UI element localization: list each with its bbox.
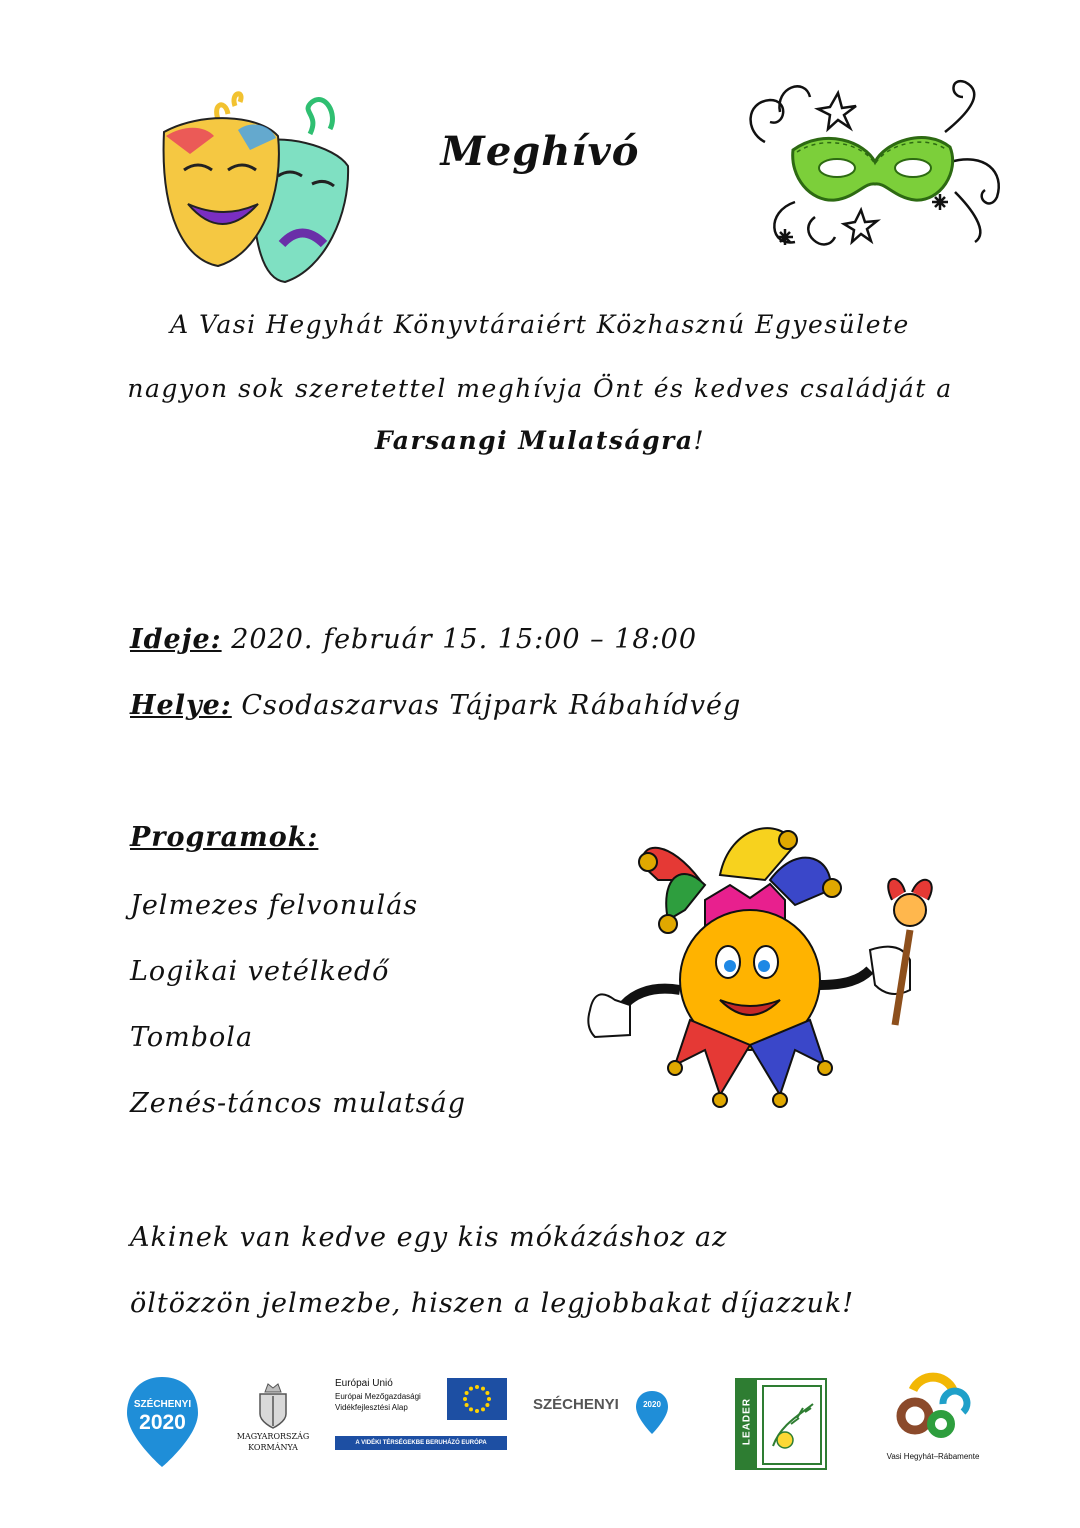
eu-fund-line-2: Vidékfejlesztési Alap bbox=[335, 1403, 408, 1412]
jester-icon bbox=[580, 810, 970, 1120]
szechenyi-2020-logo bbox=[125, 1375, 200, 1470]
closing-line-2: öltözzön jelmezbe, hiszen a legjobbakat díjazzuk! bbox=[130, 1288, 855, 1319]
program-item: Logikai vetélkedő bbox=[130, 956, 390, 987]
time-value: 2020. február 15. 15:00 – 18:00 bbox=[231, 624, 698, 655]
leader-emblem-icon bbox=[761, 1384, 823, 1466]
location-pin-icon bbox=[635, 1390, 669, 1435]
carnival-mask-icon bbox=[735, 72, 1010, 260]
event-name: Farsangi Mulatságra bbox=[374, 426, 694, 455]
program-item: Zenés-táncos mulatság bbox=[130, 1088, 467, 1119]
eu-flag bbox=[447, 1378, 507, 1420]
time-label: Ideje: bbox=[130, 624, 222, 655]
government-logo bbox=[232, 1380, 314, 1460]
time-row bbox=[130, 624, 697, 655]
eu-title: Európai Unió bbox=[335, 1378, 393, 1389]
region-swirl-icon bbox=[893, 1372, 973, 1447]
eu-fund-line-1: Európai Mezőgazdasági bbox=[335, 1392, 421, 1401]
event-name-suffix: ! bbox=[693, 426, 706, 455]
coat-of-arms-icon bbox=[232, 1380, 314, 1430]
szechenyi2-year: 2020 bbox=[643, 1400, 661, 1409]
eu-logo bbox=[335, 1378, 510, 1453]
theater-masks-icon bbox=[150, 84, 360, 284]
place-row bbox=[130, 690, 741, 721]
szechenyi-2020-wordmark bbox=[533, 1390, 673, 1440]
event-name-line bbox=[0, 426, 1080, 455]
programs-heading-text: Programok: bbox=[130, 822, 319, 853]
szechenyi2-word: SZÉCHENYI bbox=[533, 1396, 619, 1413]
place-value: Csodaszarvas Tájpark Rábahídvég bbox=[241, 690, 742, 721]
eu-stars-icon bbox=[447, 1378, 507, 1420]
page-title: Meghívó bbox=[440, 128, 640, 175]
place-label: Helye: bbox=[130, 690, 232, 721]
theater-masks-illustration bbox=[150, 84, 360, 284]
closing-line-1: Akinek van kedve egy kis mókázáshoz az bbox=[130, 1222, 728, 1253]
government-line-1: MAGYARORSZÁG bbox=[236, 1432, 310, 1441]
eu-banner: A VIDÉKI TÉRSÉGEKBE BERUHÁZÓ EURÓPA bbox=[335, 1436, 507, 1450]
szechenyi-year: 2020 bbox=[139, 1411, 186, 1434]
government-line-2: KORMÁNYA bbox=[248, 1443, 298, 1452]
program-item: Tombola bbox=[130, 1022, 254, 1053]
jester-illustration bbox=[580, 810, 970, 1120]
organizer-line: A Vasi Hegyhát Könyvtáraiért Közhasznú Egyesülete bbox=[170, 310, 910, 339]
invitation-line: nagyon sok szeretettel meghívja Önt és kedves családját a bbox=[127, 374, 953, 403]
carnival-mask-illustration bbox=[735, 72, 1010, 260]
region-logo bbox=[868, 1372, 998, 1472]
program-item: Jelmezes felvonulás bbox=[130, 890, 419, 921]
leader-text: LEADER bbox=[741, 1397, 753, 1446]
region-name: Vasi Hegyhát–Rábamente bbox=[886, 1452, 980, 1461]
szechenyi-word: SZÉCHENYI bbox=[133, 1399, 192, 1410]
leader-logo bbox=[735, 1378, 827, 1470]
programs-heading bbox=[130, 822, 318, 853]
